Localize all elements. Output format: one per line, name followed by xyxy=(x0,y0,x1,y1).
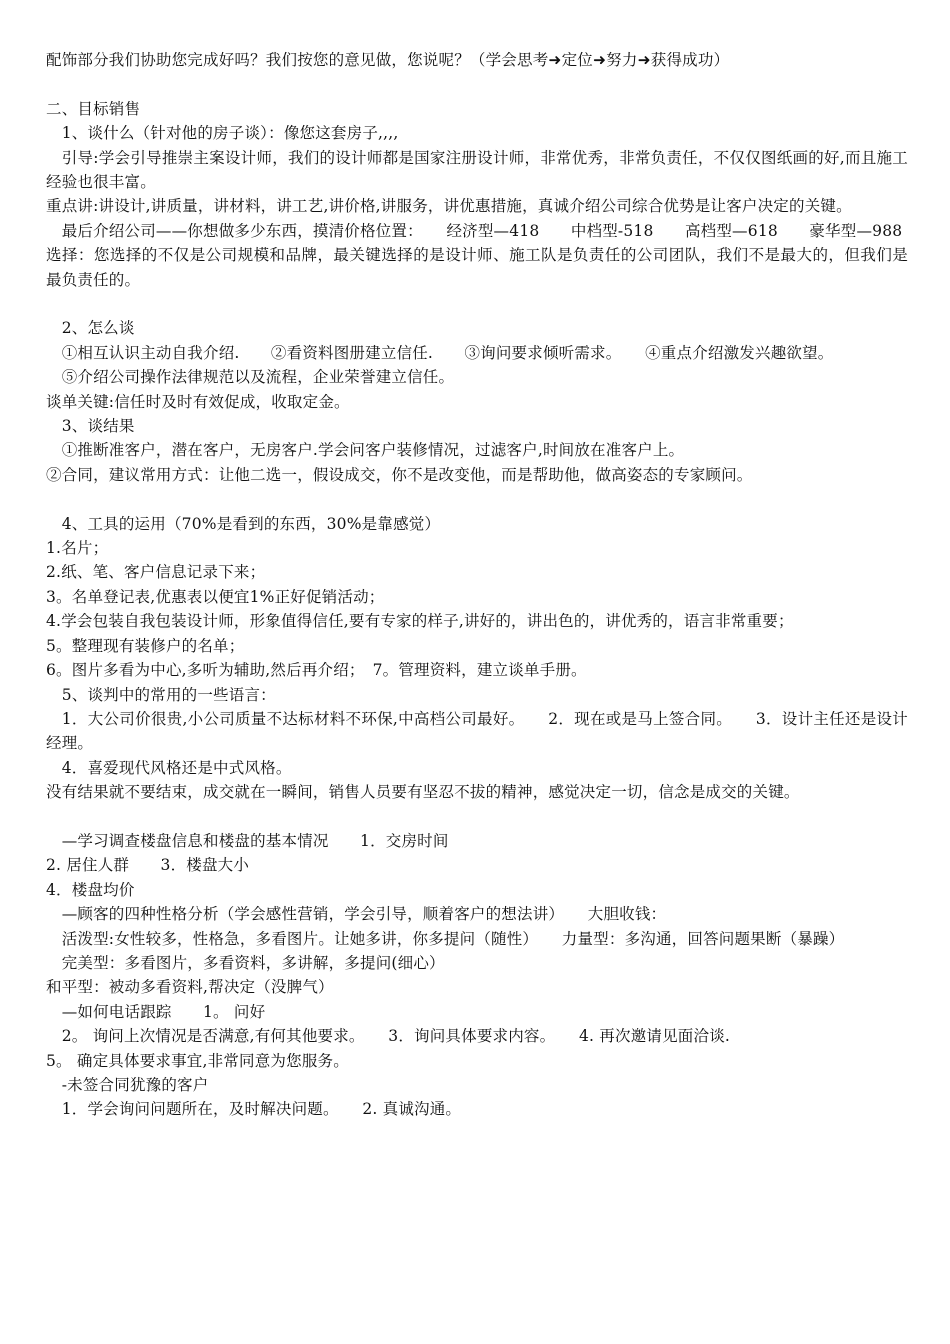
text-line: ①相互认识主动自我介绍. ②看资料图册建立信任. ③询问要求倾听需求。 ④重点介绍激发兴趣欲望。 xyxy=(46,343,834,362)
text-line: 重点讲:讲设计,讲质量，讲材料，讲工艺,讲价格,讲服务，讲优惠措施，真诚介绍公司综合优势是让客户决定的关键。 xyxy=(46,197,852,216)
text-line: 谈单关键:信任时及时有效促成，收取定金。 xyxy=(46,392,350,411)
text-line: 1．学会询问问题所在，及时解决问题。 2. 真诚沟通。 xyxy=(46,1100,462,1119)
list-item: 3。名单登记表,优惠表以便宜1%正好促销活动； xyxy=(46,587,385,606)
section-heading: 二、目标销售 xyxy=(46,99,141,118)
blank-line xyxy=(46,805,908,829)
text-line: ⑤介绍公司操作法律规范以及流程，企业荣誉建立信任。 xyxy=(46,368,455,387)
subsection-heading: 2、怎么谈 xyxy=(46,319,135,338)
text-line: 4．喜爱现代风格还是中式风格。 xyxy=(46,758,292,777)
text-line: 1、谈什么（针对他的房子谈）：像您这套房子,,,, xyxy=(46,124,399,143)
text-line: 配饰部分我们协助您完成好吗？我们按您的意见做，您说呢？（学会思考➜定位➜努力➜获得成功） xyxy=(46,51,730,69)
list-item: 5。整理现有装修户的名单； xyxy=(46,636,245,655)
list-item: 4.学会包装自我包装设计师，形象值得信任,要有专家的样子,讲好的，讲出色的，讲优秀的，语言非常重要； xyxy=(46,612,794,631)
text-line: 2。 询问上次情况是否满意,有何其他要求。 3．询问具体要求内容。 4. 再次邀请见面洽谈. xyxy=(46,1027,731,1046)
list-item: 1.名片； xyxy=(46,539,109,558)
text-line: —学习调查楼盘信息和楼盘的基本情况 1．交房时间 xyxy=(46,831,449,850)
text-line: 完美型：多看图片，多看资料，多讲解，多提问(细心） xyxy=(46,953,445,972)
blank-line xyxy=(46,487,908,511)
text-line: 1．大公司价很贵,小公司质量不达标材料不环保,中高档公司最好。 2．现在或是马上签合同。 3．设计主任还是设计经理。 xyxy=(46,709,908,753)
text-line: 4．楼盘均价 xyxy=(46,880,135,899)
document-page xyxy=(46,48,908,1122)
text-line: 最后介绍公司——你想做多少东西，摸清价格位置： 经济型—418 中档型-518 高档型—618 豪华型—988 xyxy=(46,221,903,240)
text-line: 没有结果就不要结束，成交就在一瞬间，销售人员要有坚忍不拔的精神，感觉决定一切，信念是成交的关键。 xyxy=(46,783,800,802)
list-item: 2.纸、笔、客户信息记录下来； xyxy=(46,563,266,582)
blank-line xyxy=(46,292,908,316)
subsection-heading: 5、谈判中的常用的一些语言： xyxy=(46,685,276,704)
subsection-heading: 3、谈结果 xyxy=(46,417,135,436)
text-line: -未签合同犹豫的客户 xyxy=(46,1076,209,1094)
text-line: —如何电话跟踪 1。 问好 xyxy=(46,1002,266,1021)
text-line: 5。 确定具体要求事宜,非常同意为您服务。 xyxy=(46,1051,349,1070)
text-line: 2. 居住人群 3．楼盘大小 xyxy=(46,856,250,875)
blank-line xyxy=(46,72,908,96)
text-line: ①推断准客户，潜在客户，无房客户.学会问客户装修情况，过滤客户,时间放在准客户上。 xyxy=(46,441,685,460)
subsection-heading: 4、工具的运用（70%是看到的东西，30%是靠感觉） xyxy=(46,514,441,533)
text-line: 选择：您选择的不仅是公司规模和品牌，最关键选择的是设计师、施工队是负责任的公司团队，我们不是最大的，但我们是最负责任的。 xyxy=(46,246,908,289)
text-line: 活泼型:女性较多，性格急，多看图片。让她多讲，你多提问（随性） 力量型：多沟通，回答问题果断（暴躁） xyxy=(46,929,845,948)
text-line: —顾客的四种性格分析（学会感性营销，学会引导，顺着客户的想法讲） 大胆收钱： xyxy=(46,905,667,924)
text-line: 引导:学会引导推崇主案设计师，我们的设计师都是国家注册设计师，非常优秀，非常负责任，不仅仅图纸画的好,而且施工经验也很丰富。 xyxy=(46,148,908,192)
text-line: ②合同，建议常用方式：让他二选一，假设成交，你不是改变他，而是帮助他，做高姿态的专家顾问。 xyxy=(46,465,753,484)
list-item: 6。图片多看为中心,多听为辅助,然后再介绍； 7。管理资料，建立谈单手册。 xyxy=(46,661,587,680)
text-line: 和平型：被动多看资料,帮决定（没脾气） xyxy=(46,978,334,997)
